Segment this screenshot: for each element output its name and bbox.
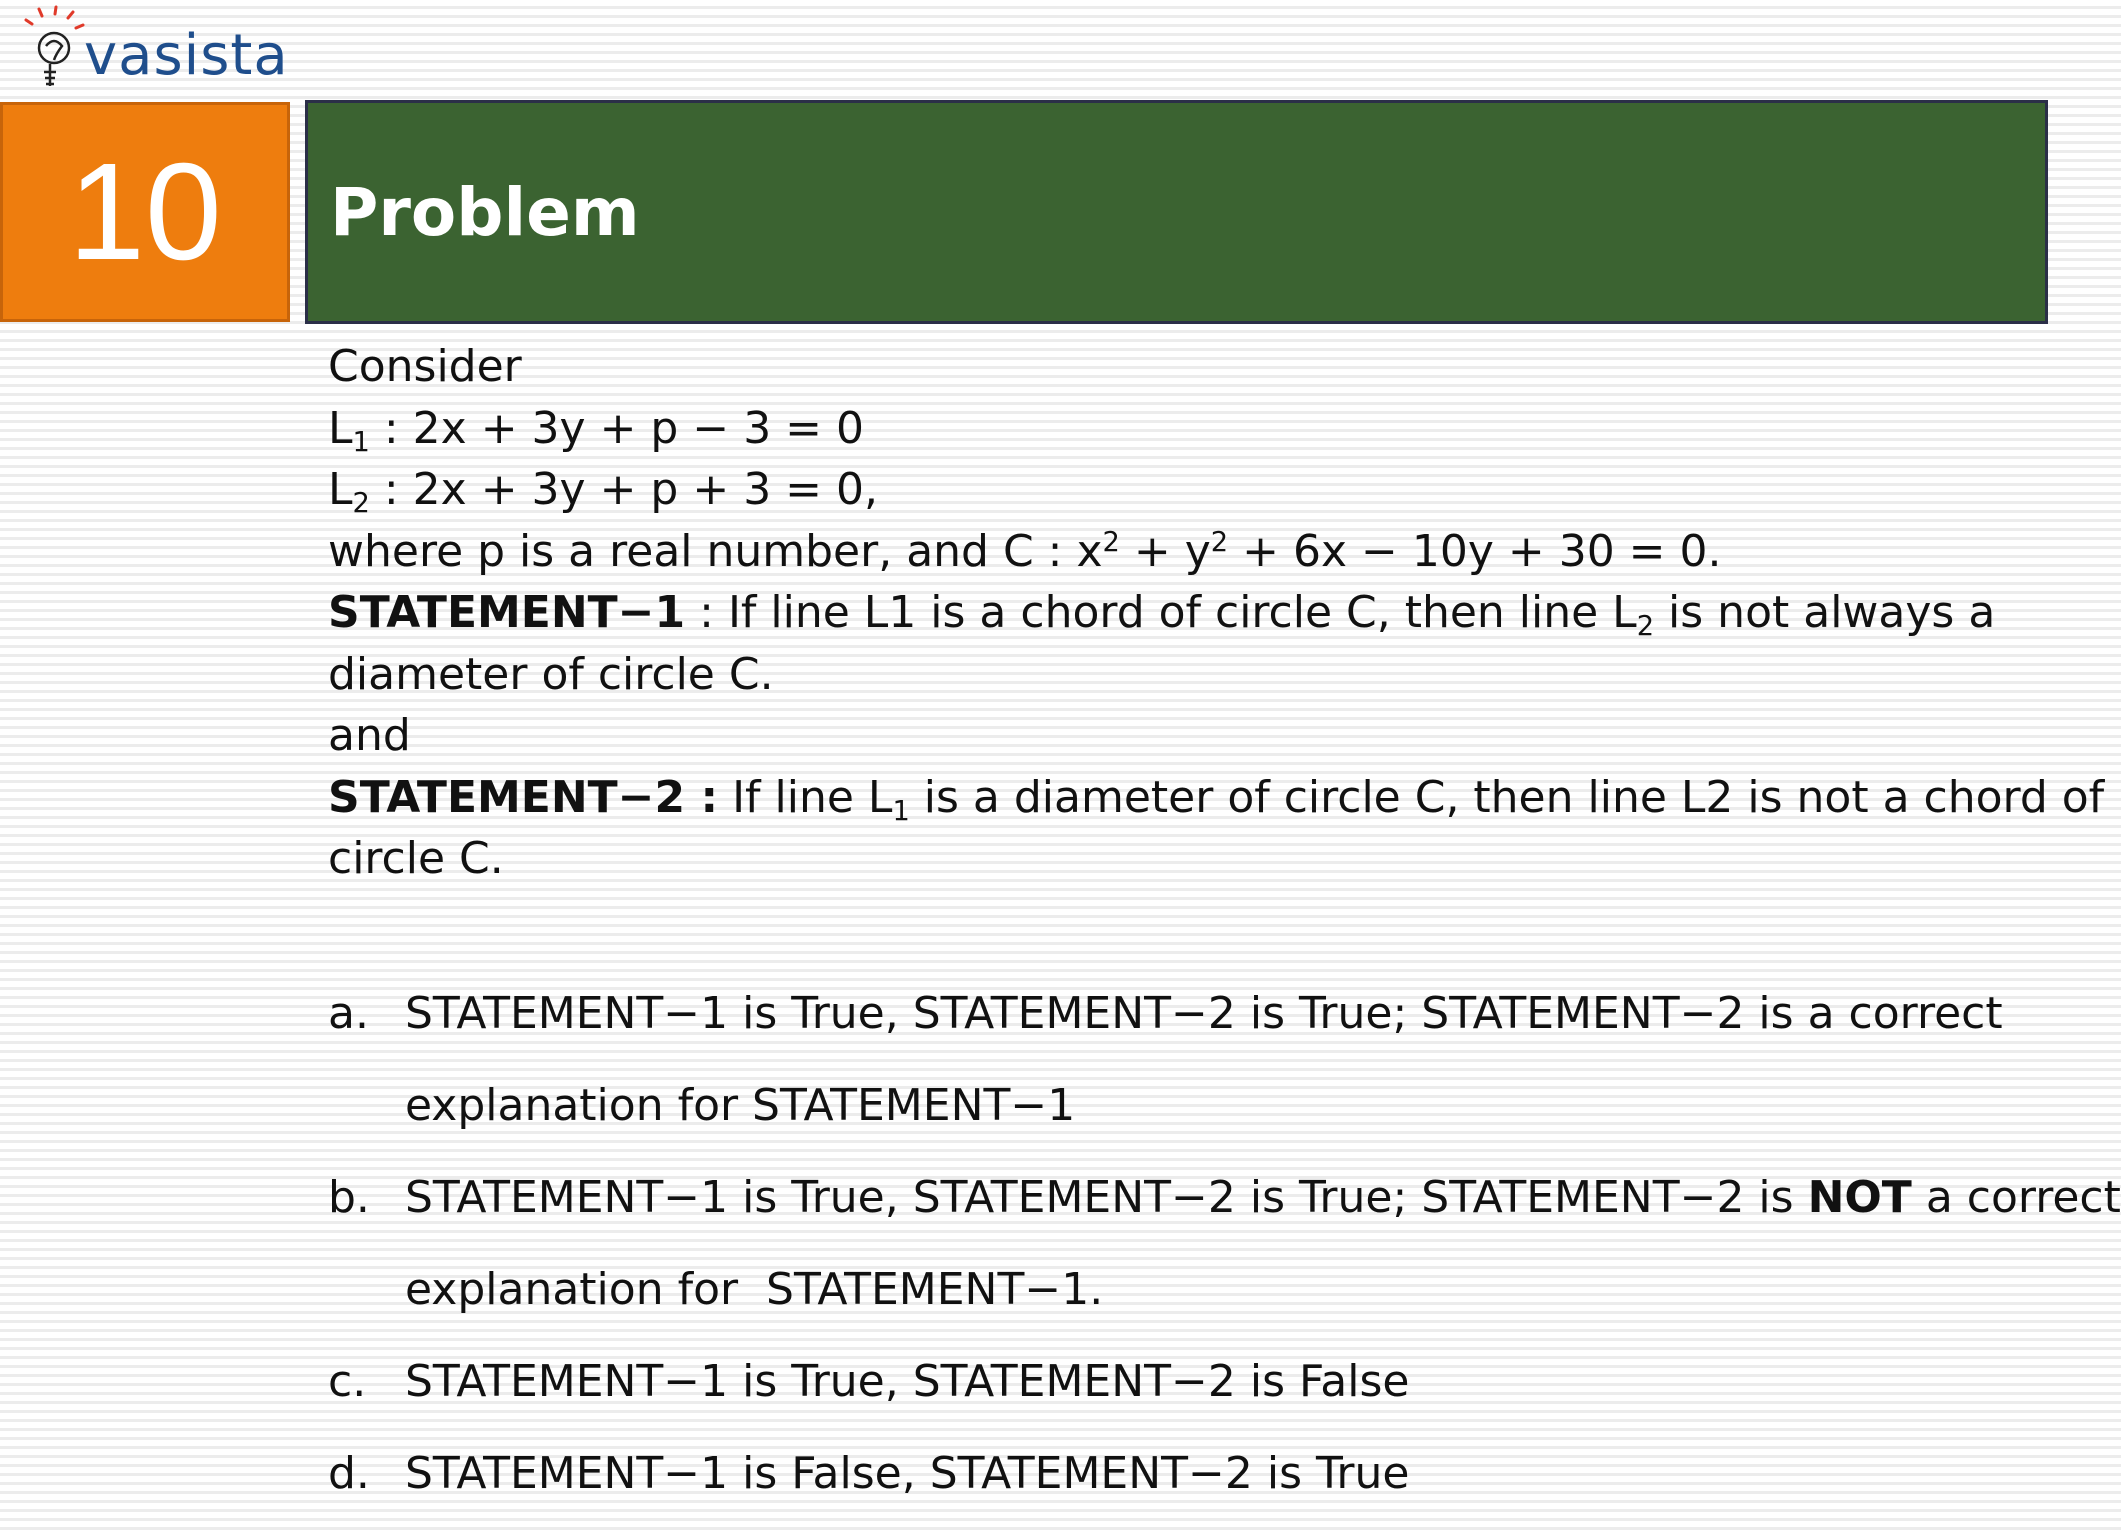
logo-text: vasista (84, 23, 289, 88)
option-b[interactable] (328, 1152, 2121, 1336)
option-text: STATEMENT−1 is True, STATEMENT−2 is True; STATEMENT−2 is a correct (405, 988, 2003, 1039)
option-text: STATEMENT−1 is True, STATEMENT−2 is True; STATEMENT−2 is NOT a correct (405, 1172, 2121, 1223)
statement-2-cont: circle C. (328, 833, 504, 884)
answer-options (328, 968, 2121, 1520)
line-l2-equation: $L_2$ : 2x + 3y + p + 3 = 0, (328, 464, 879, 520)
option-text-cont: explanation for STATEMENT−1. (405, 1264, 1104, 1315)
line-l1-equation: $L_1$ : 2x + 3y + p − 3 = 0 (328, 402, 865, 458)
slide-number: 10 (68, 135, 222, 289)
lightbulb-person-icon (22, 6, 92, 96)
slide-number-box (0, 102, 290, 322)
statement-2: STATEMENT−2 : If line $L_1$ is a diameter of circle C, then line L2 is not a chord of (328, 771, 2105, 827)
and-line: and (328, 710, 411, 761)
option-letter: a. (328, 988, 369, 1039)
option-letter: b. (328, 1172, 370, 1223)
option-c[interactable] (328, 1336, 2038, 1428)
option-a[interactable] (328, 968, 2038, 1152)
statement-1: STATEMENT−1 : If line L1 is a chord of circle C, then line $L_2$ is not always a (328, 587, 1996, 643)
option-text: STATEMENT−1 is False, STATEMENT−2 is True (405, 1448, 1410, 1499)
page-title: Problem (330, 173, 640, 251)
statement-1-cont: diameter of circle C. (328, 648, 774, 700)
logo (22, 6, 292, 96)
option-text-cont: explanation for STATEMENT−1 (405, 1080, 1076, 1131)
option-letter: d. (328, 1448, 370, 1499)
option-letter: c. (328, 1356, 367, 1407)
circle-equation: where p is a real number, and C : $x^2 + y^2 + 6x - 10y + 30 = 0$. (328, 525, 1722, 577)
option-d[interactable] (328, 1428, 2038, 1520)
consider-line: Consider (328, 341, 522, 392)
problem-text (328, 336, 2105, 890)
option-text: STATEMENT−1 is True, STATEMENT−2 is False (405, 1356, 1410, 1407)
title-bar (305, 100, 2048, 324)
